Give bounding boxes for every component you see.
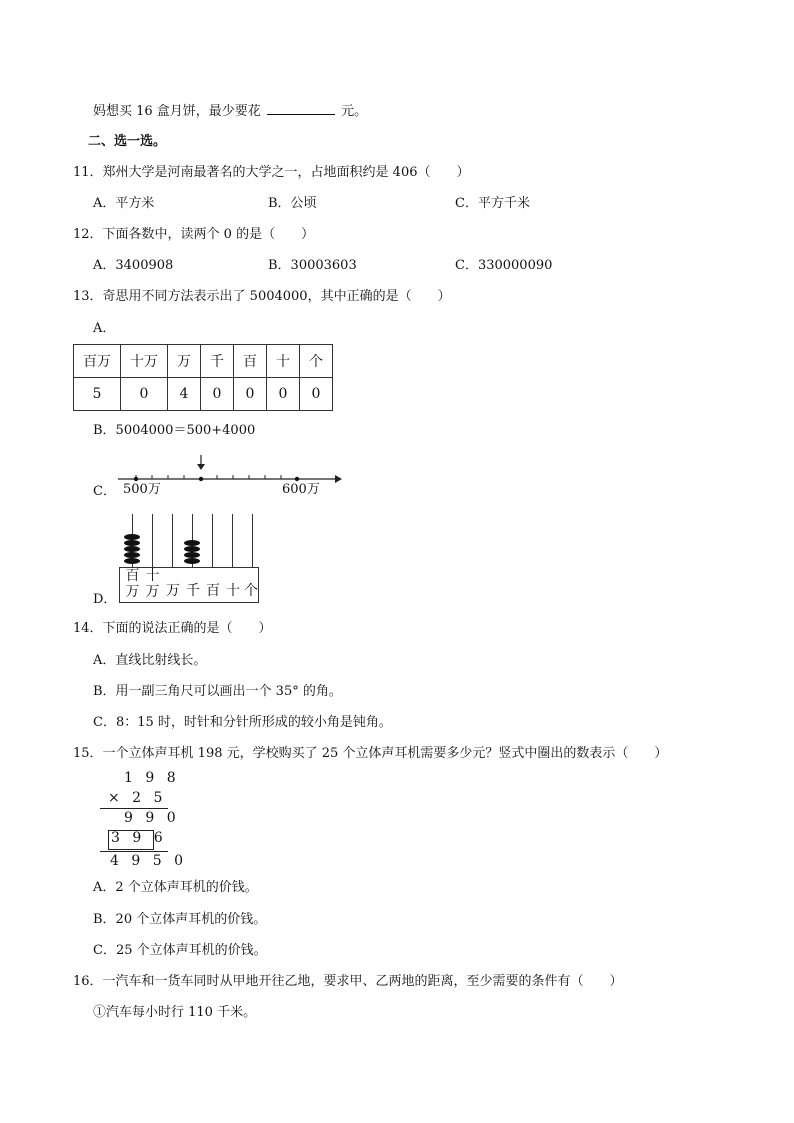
pv-header: 千 bbox=[201, 345, 234, 378]
abacus-label-thousands: 千 bbox=[186, 583, 200, 599]
intro-line bbox=[93, 102, 367, 121]
q16-stem: 16．一汽车和一货车同时从甲地开往乙地，要求甲、乙两地的距离，至少需要的条件有（ ） bbox=[73, 974, 623, 989]
pv-digit: 0 bbox=[121, 378, 168, 411]
q16-condition-1: ①汽车每小时行 110 千米。 bbox=[93, 1005, 257, 1020]
abacus-bead bbox=[184, 558, 200, 564]
q11-option-b[interactable]: B．公顷 bbox=[268, 196, 317, 211]
q13-stem: 13．奇思用不同方法表示出了 5004000，其中正确的是（ ） bbox=[73, 289, 451, 304]
answer-blank[interactable] bbox=[267, 102, 335, 115]
abacus-label-tens: 十 bbox=[226, 583, 240, 599]
q13-option-a-label[interactable]: A． bbox=[93, 321, 116, 336]
abacus-rod bbox=[232, 514, 233, 567]
place-value-digit-row bbox=[74, 378, 333, 411]
calc-multiplicand: 1 9 8 bbox=[124, 770, 180, 786]
abacus-label-millions: 百 万 bbox=[125, 568, 140, 600]
pv-header: 百万 bbox=[74, 345, 121, 378]
number-line-label-right: 600万 bbox=[282, 482, 320, 497]
q14-option-c[interactable]: C．8：15 时，时针和分针所形成的较小角是钝角。 bbox=[93, 715, 392, 730]
abacus-bead bbox=[124, 558, 140, 564]
abacus-label-ones: 个 bbox=[244, 583, 258, 599]
abacus-label-ten-thousands: 万 bbox=[166, 583, 180, 599]
section-title: 二、选一选。 bbox=[88, 134, 167, 149]
number-line-ticks bbox=[136, 475, 281, 479]
q12-stem: 12．下面各数中，读两个 0 的是（ ） bbox=[73, 227, 315, 242]
q12-option-a[interactable]: A．3400908 bbox=[93, 258, 174, 273]
calc-partial-1: 9 9 0 bbox=[124, 810, 180, 826]
abacus-rod bbox=[252, 514, 253, 567]
number-line-marked-point bbox=[199, 477, 203, 481]
down-arrowhead-icon bbox=[197, 464, 205, 470]
calc-partial-2: 3 9 6 bbox=[111, 830, 167, 846]
pv-digit: 5 bbox=[74, 378, 121, 411]
pv-header: 个 bbox=[300, 345, 333, 378]
number-line-label-left: 500万 bbox=[123, 482, 161, 497]
intro-suffix: 元。 bbox=[341, 104, 368, 119]
q12-option-b[interactable]: B．30003603 bbox=[268, 258, 357, 273]
abacus-rod bbox=[212, 514, 213, 567]
q13-option-b[interactable]: B．5004000＝500+4000 bbox=[93, 423, 256, 438]
q13-option-d-label[interactable]: D． bbox=[93, 592, 117, 607]
pv-header: 万 bbox=[168, 345, 201, 378]
pv-digit: 4 bbox=[168, 378, 201, 411]
number-line-arrowhead bbox=[335, 475, 342, 483]
q14-option-a[interactable]: A．直线比射线长。 bbox=[93, 653, 207, 668]
pv-digit: 0 bbox=[300, 378, 333, 411]
abacus-label-hundreds: 百 bbox=[206, 583, 220, 599]
q11-option-c[interactable]: C．平方千米 bbox=[455, 196, 530, 211]
pv-header: 十 bbox=[267, 345, 300, 378]
place-value-header-row bbox=[74, 345, 333, 378]
calc-multiplier: × 2 5 bbox=[108, 790, 167, 806]
q13-option-c-label[interactable]: C． bbox=[93, 484, 116, 499]
pv-header: 十万 bbox=[121, 345, 168, 378]
calc-rule-2 bbox=[100, 851, 168, 852]
pv-digit: 0 bbox=[234, 378, 267, 411]
pv-digit: 0 bbox=[267, 378, 300, 411]
q11-option-a[interactable]: A．平方米 bbox=[93, 196, 155, 211]
pv-header: 百 bbox=[234, 345, 267, 378]
q15-stem: 15．一个立体声耳机 198 元，学校购买了 25 个立体声耳机需要多少元？竖式中圈出的数表示（ ） bbox=[73, 746, 668, 761]
q15-option-a[interactable]: A．2 个立体声耳机的价钱。 bbox=[93, 880, 258, 895]
q12-option-c[interactable]: C．330000090 bbox=[455, 258, 553, 273]
calc-result: 4 9 5 0 bbox=[110, 853, 187, 869]
q15-option-c[interactable]: C．25 个立体声耳机的价钱。 bbox=[93, 943, 267, 958]
abacus-rod bbox=[172, 514, 173, 567]
calc-rule-1 bbox=[100, 808, 168, 809]
q14-option-b[interactable]: B．用一副三角尺可以画出一个 35° 的角。 bbox=[93, 684, 342, 699]
abacus-label-hundred-thousands: 十 万 bbox=[145, 568, 160, 600]
intro-text: 妈想买 16 盒月饼，最少要花 bbox=[93, 104, 261, 119]
abacus-rod bbox=[152, 514, 153, 567]
q11-stem: 11．郑州大学是河南最著名的大学之一，占地面积约是 406（ ） bbox=[73, 165, 470, 180]
place-value-table bbox=[73, 344, 333, 411]
q14-stem: 14．下面的说法正确的是（ ） bbox=[73, 621, 272, 636]
q15-option-b[interactable]: B．20 个立体声耳机的价钱。 bbox=[93, 912, 267, 927]
pv-digit: 0 bbox=[201, 378, 234, 411]
